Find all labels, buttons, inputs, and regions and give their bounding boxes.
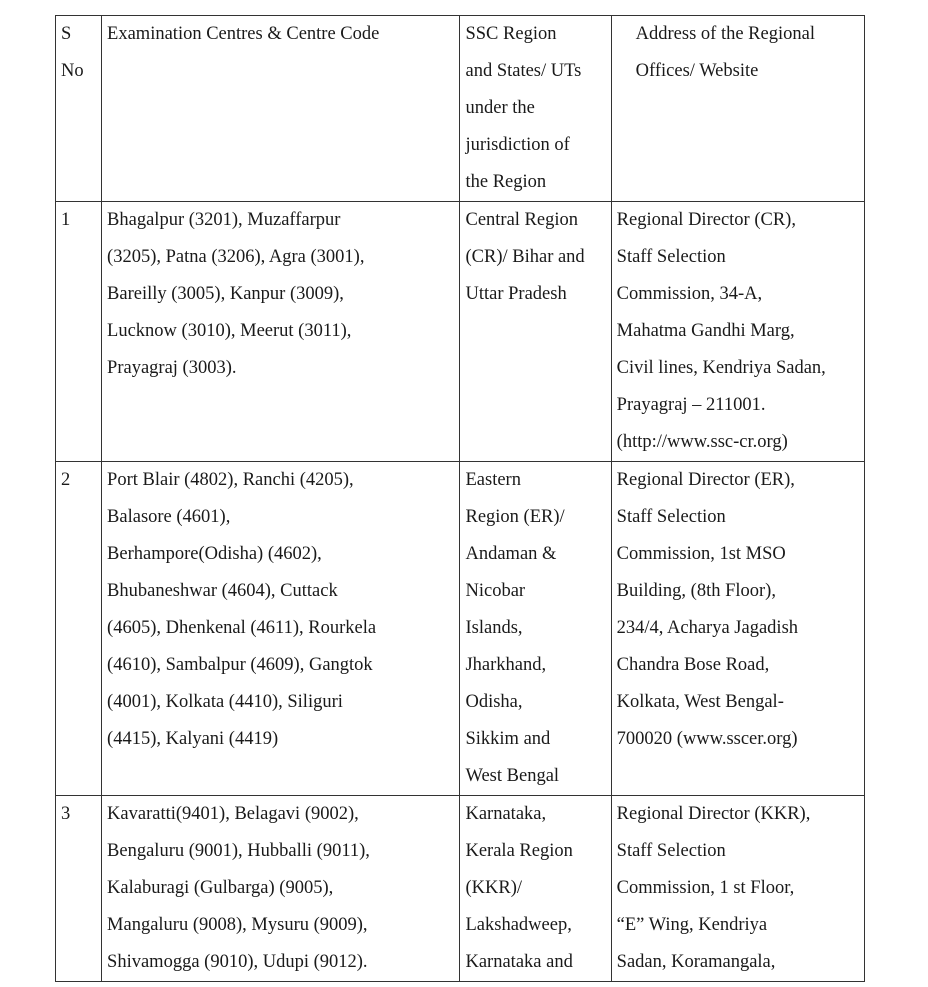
- region-line: (CR)/ Bihar and: [465, 247, 585, 267]
- centres-line: Bareilly (3005), Kanpur (3009),: [107, 284, 344, 304]
- region-line: Central Region: [465, 210, 579, 230]
- header-region-line: jurisdiction of: [465, 135, 570, 155]
- row-address: [611, 462, 864, 796]
- header-sno: [56, 16, 102, 202]
- address-line: Sadan, Koramangala,: [616, 952, 776, 972]
- region-line: Andaman &: [465, 544, 557, 564]
- region-line: (KKR)/: [465, 878, 523, 898]
- table-header-row: [56, 16, 865, 202]
- centres-line: (3205), Patna (3206), Agra (3001),: [107, 247, 365, 267]
- row-centres: [102, 462, 460, 796]
- row-address: [611, 796, 864, 982]
- centres-line: Prayagraj (3003).: [107, 358, 237, 378]
- centres-line: (4610), Sambalpur (4609), Gangtok: [107, 655, 373, 675]
- table-row: [56, 796, 865, 982]
- address-line: Building, (8th Floor),: [616, 581, 776, 601]
- header-region-line: and States/ UTs: [465, 61, 582, 81]
- centres-line: Mangaluru (9008), Mysuru (9009),: [107, 915, 368, 935]
- header-region-line: the Region: [465, 172, 547, 192]
- header-sno-line: S: [61, 24, 72, 44]
- header-address: [611, 16, 864, 202]
- table-row: [56, 462, 865, 796]
- centres-line: Kavaratti(9401), Belagavi (9002),: [107, 804, 359, 824]
- header-centres-line: Examination Centres & Centre Code: [107, 24, 380, 44]
- region-line: West Bengal: [465, 766, 560, 786]
- region-line: Jharkhand,: [465, 655, 547, 675]
- address-line: Staff Selection: [616, 507, 726, 527]
- header-address-line: Offices/ Website: [635, 61, 759, 81]
- centres-line: Shivamogga (9010), Udupi (9012).: [107, 952, 368, 972]
- row-sno: 2: [56, 462, 102, 796]
- address-line: Chandra Bose Road,: [616, 655, 770, 675]
- address-line: Regional Director (ER),: [616, 470, 795, 490]
- row-address: [611, 202, 864, 462]
- header-region-line: SSC Region: [465, 24, 557, 44]
- header-address-line: Address of the Regional: [635, 24, 815, 44]
- header-region-line: under the: [465, 98, 535, 118]
- region-line: Nicobar: [465, 581, 526, 601]
- address-line: 700020 (www.sscer.org): [616, 729, 798, 749]
- region-line: Lakshadweep,: [465, 915, 572, 935]
- region-line: Karnataka and: [465, 952, 573, 972]
- address-line: Commission, 34-A,: [616, 284, 763, 304]
- region-line: Eastern: [465, 470, 521, 490]
- centres-line: Kalaburagi (Gulbarga) (9005),: [107, 878, 334, 898]
- address-line: (http://www.ssc-cr.org): [616, 432, 788, 452]
- address-line: Commission, 1st MSO: [616, 544, 786, 564]
- address-line: Prayagraj – 211001.: [616, 395, 766, 415]
- centres-line: (4605), Dhenkenal (4611), Rourkela: [107, 618, 377, 638]
- region-line: Karnataka,: [465, 804, 547, 824]
- row-sno: 3: [56, 796, 102, 982]
- row-centres: [102, 202, 460, 462]
- region-line: Kerala Region: [465, 841, 573, 861]
- centres-line: Bhagalpur (3201), Muzaffarpur: [107, 210, 341, 230]
- address-line: Staff Selection: [616, 841, 726, 861]
- examination-centres-table: [55, 15, 865, 982]
- centres-line: Berhampore(Odisha) (4602),: [107, 544, 322, 564]
- address-line: Staff Selection: [616, 247, 726, 267]
- address-line: Commission, 1 st Floor,: [616, 878, 795, 898]
- row-region: [460, 202, 611, 462]
- region-line: Region (ER)/: [465, 507, 565, 527]
- row-region: [460, 462, 611, 796]
- region-line: Uttar Pradesh: [465, 284, 567, 304]
- address-line: Mahatma Gandhi Marg,: [616, 321, 795, 341]
- header-sno-line: No: [61, 61, 84, 81]
- region-line: Sikkim and: [465, 729, 551, 749]
- address-line: Civil lines, Kendriya Sadan,: [616, 358, 826, 378]
- centres-line: (4415), Kalyani (4419): [107, 729, 279, 749]
- centres-line: Lucknow (3010), Meerut (3011),: [107, 321, 352, 341]
- row-region: [460, 796, 611, 982]
- centres-line: Port Blair (4802), Ranchi (4205),: [107, 470, 354, 490]
- centres-line: Bengaluru (9001), Hubballi (9011),: [107, 841, 370, 861]
- row-sno: 1: [56, 202, 102, 462]
- row-centres: [102, 796, 460, 982]
- address-line: 234/4, Acharya Jagadish: [616, 618, 799, 638]
- centres-line: Balasore (4601),: [107, 507, 231, 527]
- address-line: Regional Director (KKR),: [616, 804, 811, 824]
- centres-line: Bhubaneshwar (4604), Cuttack: [107, 581, 338, 601]
- address-line: “E” Wing, Kendriya: [616, 915, 768, 935]
- header-ssc-region: [460, 16, 611, 202]
- address-line: Regional Director (CR),: [616, 210, 796, 230]
- table-row: [56, 202, 865, 462]
- region-line: Odisha,: [465, 692, 523, 712]
- region-line: Islands,: [465, 618, 523, 638]
- address-line: Kolkata, West Bengal-: [616, 692, 784, 712]
- centres-line: (4001), Kolkata (4410), Siliguri: [107, 692, 343, 712]
- header-examination-centres: [102, 16, 460, 202]
